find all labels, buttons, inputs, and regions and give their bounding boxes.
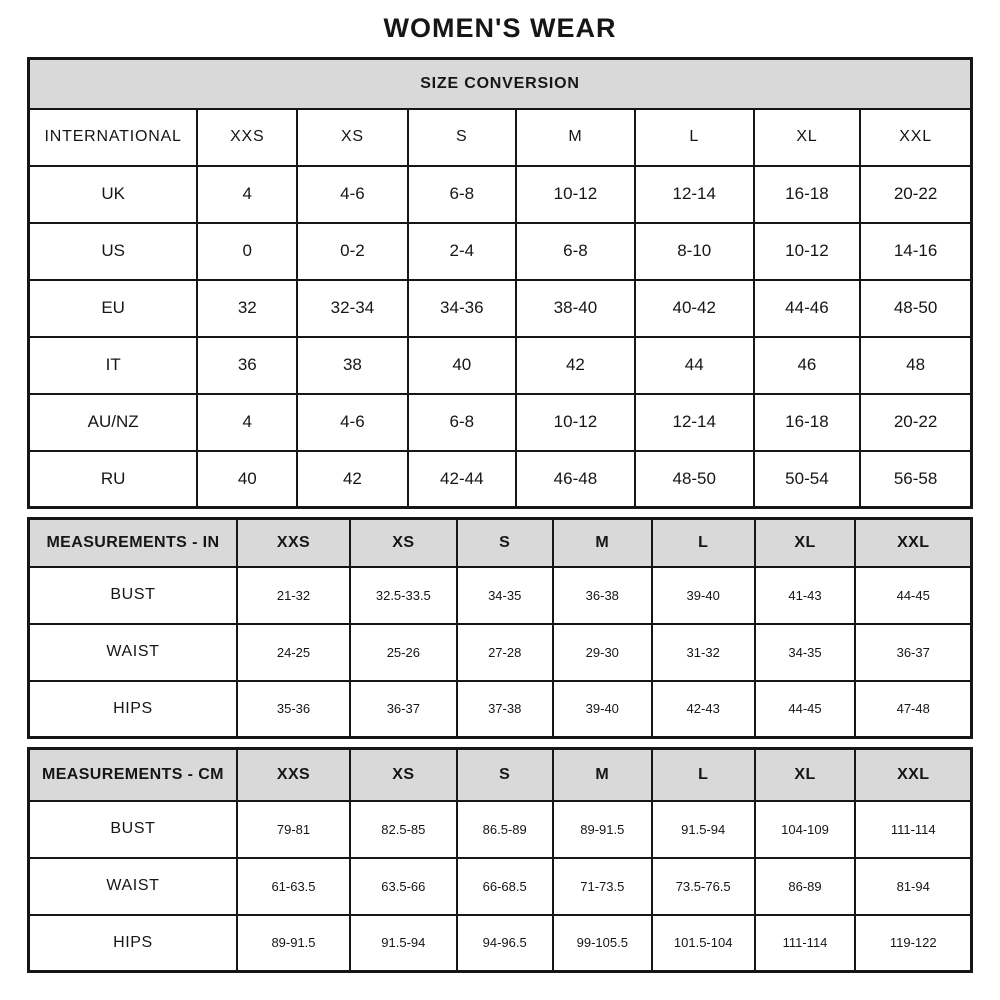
size-conversion-header: SIZE CONVERSION (29, 59, 972, 109)
table-row (29, 681, 972, 738)
value-cell: 89-91.5 (553, 801, 652, 858)
row-axis-header: INTERNATIONAL (29, 109, 198, 166)
value-cell: 38-40 (516, 280, 635, 337)
table-row (29, 280, 972, 337)
table-row (29, 567, 972, 624)
value-cell: 39-40 (652, 567, 755, 624)
value-cell: 34-35 (457, 567, 553, 624)
size-column-header: XXL (855, 519, 971, 567)
page-title: WOMEN'S WEAR (383, 13, 617, 43)
table-row (29, 451, 972, 508)
value-cell: 47-48 (855, 681, 971, 738)
value-cell: 48-50 (635, 451, 754, 508)
value-cell: 44-45 (855, 567, 971, 624)
size-conversion-body (29, 109, 972, 508)
size-column-header: XL (754, 109, 861, 166)
value-cell: 4-6 (297, 166, 407, 223)
value-cell: 40 (197, 451, 297, 508)
size-column-header: M (553, 749, 652, 801)
row-label: IT (29, 337, 198, 394)
table-row (29, 394, 972, 451)
measurements-in-body (29, 519, 972, 738)
value-cell: 39-40 (553, 681, 652, 738)
size-column-header: M (516, 109, 635, 166)
value-cell: 38 (297, 337, 407, 394)
measurements-in-table (27, 517, 973, 739)
value-cell: 37-38 (457, 681, 553, 738)
value-cell: 48 (860, 337, 971, 394)
size-column-header: XXS (197, 109, 297, 166)
value-cell: 42 (516, 337, 635, 394)
value-cell: 36-37 (350, 681, 457, 738)
value-cell: 10-12 (754, 223, 861, 280)
size-column-header: S (457, 749, 553, 801)
value-cell: 86-89 (755, 858, 856, 915)
column-header-row (29, 749, 972, 801)
value-cell: 94-96.5 (457, 915, 553, 972)
value-cell: 14-16 (860, 223, 971, 280)
value-cell: 4 (197, 166, 297, 223)
value-cell: 41-43 (755, 567, 856, 624)
value-cell: 12-14 (635, 166, 754, 223)
value-cell: 73.5-76.5 (652, 858, 755, 915)
value-cell: 35-36 (237, 681, 350, 738)
row-label: AU/NZ (29, 394, 198, 451)
value-cell: 36 (197, 337, 297, 394)
value-cell: 42 (297, 451, 407, 508)
size-column-header: XS (350, 749, 457, 801)
value-cell: 25-26 (350, 624, 457, 681)
value-cell: 27-28 (457, 624, 553, 681)
value-cell: 111-114 (855, 801, 971, 858)
table-row (29, 624, 972, 681)
value-cell: 29-30 (553, 624, 652, 681)
value-cell: 16-18 (754, 394, 861, 451)
value-cell: 46 (754, 337, 861, 394)
size-column-header: XXS (237, 519, 350, 567)
value-cell: 34-36 (408, 280, 516, 337)
value-cell: 50-54 (754, 451, 861, 508)
value-cell: 91.5-94 (652, 801, 755, 858)
value-cell: 34-35 (755, 624, 856, 681)
size-column-header: XXL (860, 109, 971, 166)
row-label: WAIST (29, 858, 237, 915)
value-cell: 79-81 (237, 801, 350, 858)
size-column-header: XS (297, 109, 407, 166)
row-label: US (29, 223, 198, 280)
table-row (29, 801, 972, 858)
table-row (29, 223, 972, 280)
value-cell: 104-109 (755, 801, 856, 858)
value-cell: 63.5-66 (350, 858, 457, 915)
value-cell: 42-44 (408, 451, 516, 508)
value-cell: 4 (197, 394, 297, 451)
column-header-row (29, 519, 972, 567)
value-cell: 20-22 (860, 394, 971, 451)
value-cell: 40-42 (635, 280, 754, 337)
value-cell: 81-94 (855, 858, 971, 915)
value-cell: 16-18 (754, 166, 861, 223)
size-column-header: XXS (237, 749, 350, 801)
row-label: WAIST (29, 624, 237, 681)
value-cell: 0-2 (297, 223, 407, 280)
value-cell: 36-38 (553, 567, 652, 624)
value-cell: 24-25 (237, 624, 350, 681)
row-label: RU (29, 451, 198, 508)
value-cell: 44-46 (754, 280, 861, 337)
table-row (29, 166, 972, 223)
table-title-cell: MEASUREMENTS - CM (29, 749, 237, 801)
value-cell: 32-34 (297, 280, 407, 337)
value-cell: 8-10 (635, 223, 754, 280)
row-label: BUST (29, 567, 237, 624)
table-row (29, 915, 972, 972)
value-cell: 89-91.5 (237, 915, 350, 972)
value-cell: 46-48 (516, 451, 635, 508)
size-column-header: XL (755, 749, 856, 801)
row-label: HIPS (29, 915, 237, 972)
row-label: UK (29, 166, 198, 223)
size-conversion-table (27, 57, 973, 509)
table-row (29, 337, 972, 394)
measurements-cm-table (27, 747, 973, 973)
table-header-row (29, 59, 972, 109)
size-column-header: L (652, 519, 755, 567)
value-cell: 119-122 (855, 915, 971, 972)
value-cell: 20-22 (860, 166, 971, 223)
value-cell: 61-63.5 (237, 858, 350, 915)
value-cell: 101.5-104 (652, 915, 755, 972)
value-cell: 71-73.5 (553, 858, 652, 915)
value-cell: 10-12 (516, 166, 635, 223)
value-cell: 56-58 (860, 451, 971, 508)
value-cell: 32.5-33.5 (350, 567, 457, 624)
size-column-header: L (652, 749, 755, 801)
value-cell: 6-8 (408, 394, 516, 451)
size-column-header: S (408, 109, 516, 166)
value-cell: 99-105.5 (553, 915, 652, 972)
size-column-header: XS (350, 519, 457, 567)
value-cell: 111-114 (755, 915, 856, 972)
value-cell: 44-45 (755, 681, 856, 738)
value-cell: 42-43 (652, 681, 755, 738)
measurements-cm-body (29, 749, 972, 972)
value-cell: 36-37 (855, 624, 971, 681)
value-cell: 12-14 (635, 394, 754, 451)
table-row (29, 858, 972, 915)
value-cell: 0 (197, 223, 297, 280)
value-cell: 21-32 (237, 567, 350, 624)
table-title-cell: MEASUREMENTS - IN (29, 519, 237, 567)
value-cell: 91.5-94 (350, 915, 457, 972)
value-cell: 86.5-89 (457, 801, 553, 858)
row-label: EU (29, 280, 198, 337)
row-label: HIPS (29, 681, 237, 738)
size-column-header: XL (755, 519, 856, 567)
value-cell: 4-6 (297, 394, 407, 451)
value-cell: 48-50 (860, 280, 971, 337)
size-column-header: M (553, 519, 652, 567)
value-cell: 44 (635, 337, 754, 394)
value-cell: 2-4 (408, 223, 516, 280)
size-column-header: XXL (855, 749, 971, 801)
value-cell: 31-32 (652, 624, 755, 681)
column-header-row (29, 109, 972, 166)
value-cell: 82.5-85 (350, 801, 457, 858)
row-label: BUST (29, 801, 237, 858)
value-cell: 6-8 (408, 166, 516, 223)
value-cell: 32 (197, 280, 297, 337)
value-cell: 66-68.5 (457, 858, 553, 915)
value-cell: 6-8 (516, 223, 635, 280)
value-cell: 10-12 (516, 394, 635, 451)
value-cell: 40 (408, 337, 516, 394)
size-column-header: S (457, 519, 553, 567)
size-column-header: L (635, 109, 754, 166)
